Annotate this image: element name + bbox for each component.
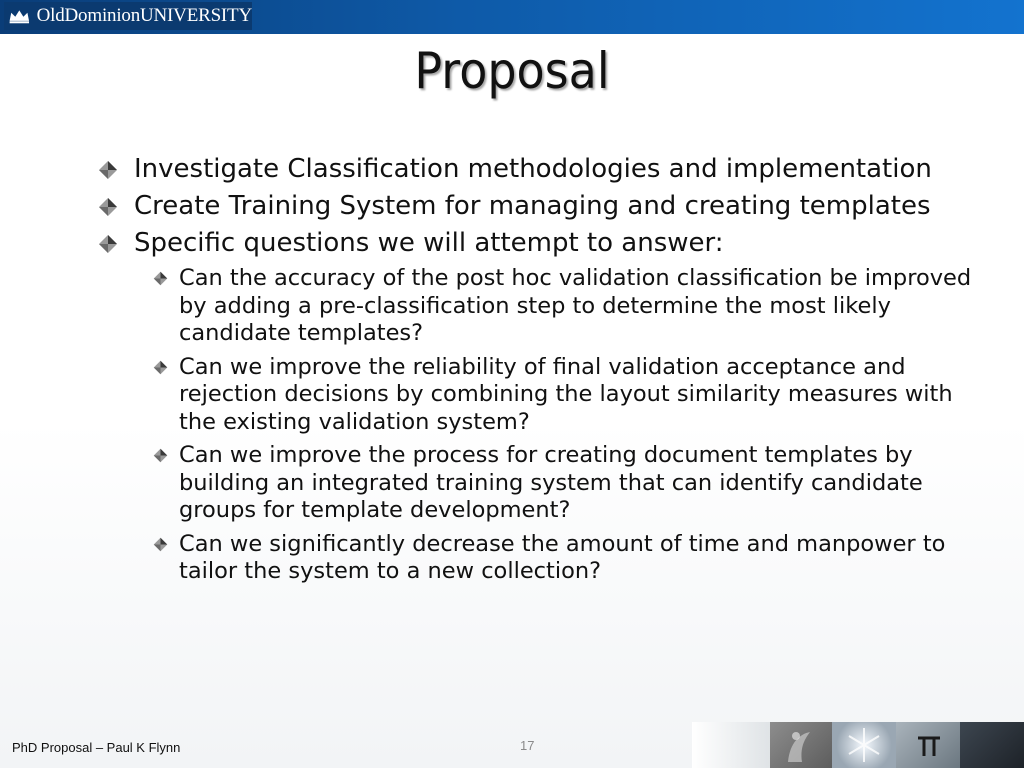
- bullet-item: [96, 191, 976, 221]
- slide-title: Proposal: [414, 42, 610, 100]
- crown-icon: [8, 6, 31, 26]
- decorative-image-tile: [896, 722, 960, 768]
- sub-bullet-text: Can the accuracy of the post hoc validation classification be improved by adding a pre-classification step to determine the most likely candidate templates?: [179, 265, 972, 346]
- decorative-image-strip: [692, 722, 1024, 768]
- slide-content: [96, 154, 976, 592]
- snowflake-icon: [832, 722, 896, 768]
- decorative-image-icon: [770, 722, 832, 768]
- diamond-bullet-icon: [98, 197, 118, 217]
- sub-bullet-item: [96, 354, 976, 437]
- bullet-text: Specific questions we will attempt to answer:: [134, 228, 724, 258]
- decorative-image-tile: [770, 722, 832, 768]
- sub-bullet-item: [96, 531, 976, 586]
- diamond-bullet-icon: [98, 160, 118, 180]
- sub-bullet-text: Can we improve the reliability of final validation acceptance and rejection decisions by combining the layout similarity measures with the existing validation system?: [179, 353, 953, 435]
- decorative-image-tile: [692, 722, 770, 768]
- diamond-bullet-icon: [153, 360, 168, 375]
- sub-bullet-item: [96, 265, 976, 348]
- decorative-image-tile: [832, 722, 896, 768]
- header-bar: [0, 0, 1024, 34]
- bullet-text: Create Training System for managing and creating templates: [134, 191, 931, 221]
- sub-bullet-text: Can we significantly decrease the amount of time and manpower to tailor the system to a new collection?: [179, 530, 946, 584]
- diamond-bullet-icon: [98, 234, 118, 254]
- bullet-item: [96, 154, 976, 184]
- bullet-item: [96, 228, 976, 258]
- diamond-bullet-icon: [153, 271, 168, 286]
- pi-symbol-icon: [896, 722, 960, 768]
- sub-bullet-item: [96, 442, 976, 525]
- diamond-bullet-icon: [153, 448, 168, 463]
- university-logo: [4, 2, 252, 30]
- sub-bullet-text: Can we improve the process for creating document templates by building an integrated training system that can identify candidate groups for template development?: [179, 442, 923, 523]
- diamond-bullet-icon: [153, 537, 168, 552]
- page-number: 17: [520, 738, 535, 753]
- footer-presenter: PhD Proposal – Paul K Flynn: [12, 740, 181, 755]
- decorative-image-tile: [960, 722, 1024, 768]
- bullet-text: Investigate Classification methodologies and implementation: [134, 154, 932, 184]
- logo-text: OldDominionUNIVERSITY: [36, 5, 252, 26]
